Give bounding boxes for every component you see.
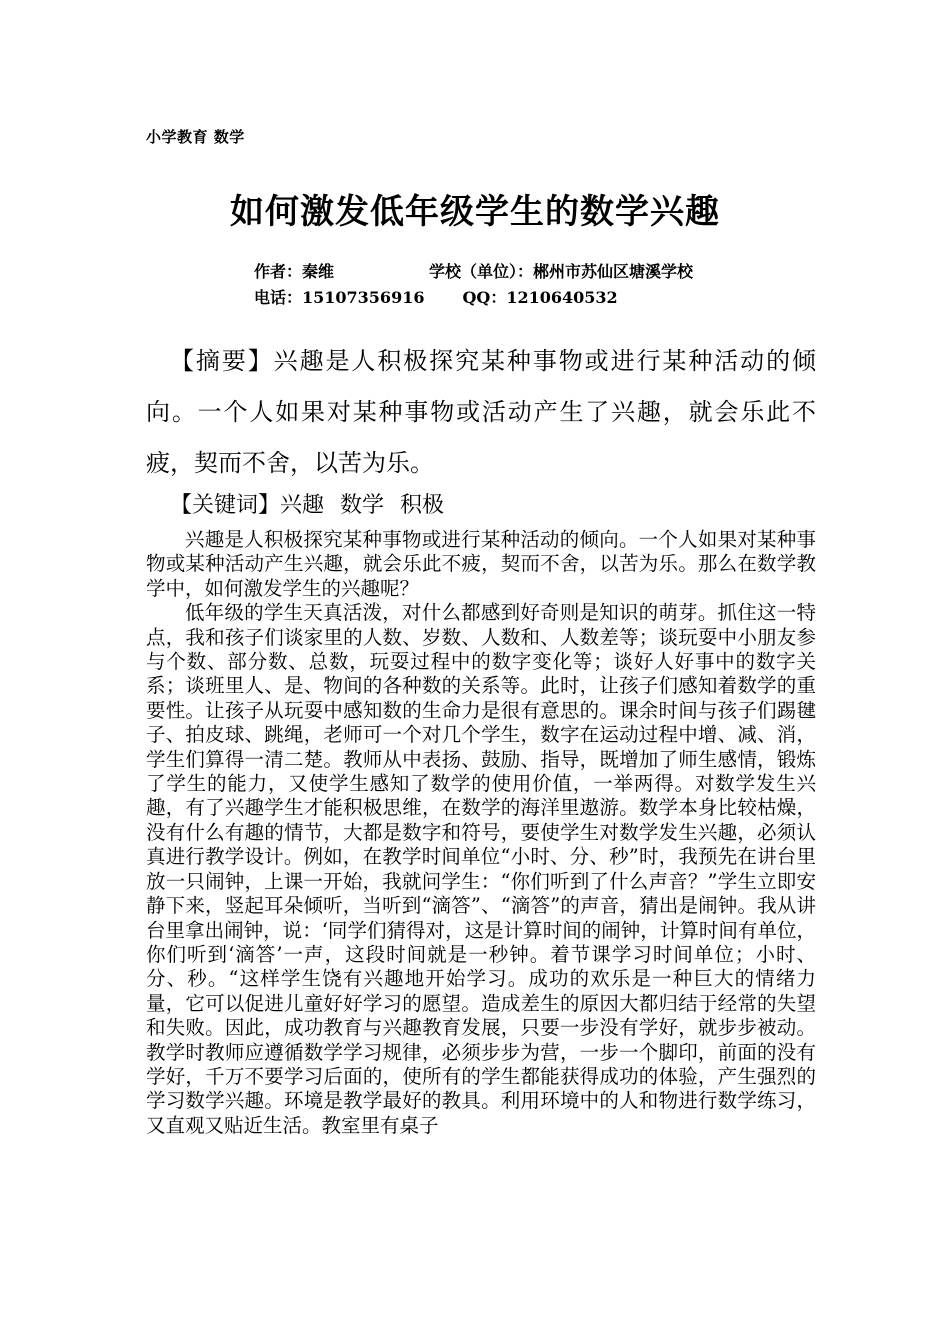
keyword-active: 积极 [400, 493, 445, 518]
body-paragraph-2: 低年级的学生天真活泼，对什么都感到好奇则是知识的萌芽。抓住这一特点，我和孩子们谈家里的人数、岁数、人数和、人数差等；谈玩耍中小朋友参与个数、部分数、总数，玩耍过程中的数字变化等；谈好人好事中的数字关系；谈班里人、是、物间的各种数的关系等。此时，让孩子们感知着数学的重要性。让孩子从玩耍中感知数的生命力是很有意思的。课余时间与孩子们踢毽子、拍皮球、跳绳，老师可一个对几个学生，数字在运动过程中增、减、消，学生们算得一清二楚。教师从中表扬、鼓励、指导，既增加了师生感情，锻炼了学生的能力，又使学生感知了数学的使用价值，一举两得。对数学发生兴趣，有了兴趣学生才能积极思维，在数学的海洋里遨游。数学本身比较枯燥，没有什么有趣的情节，大都是数字和符号，要使学生对数学发生兴趣，必须认真进行教学设计。例如，在教学时间单位“小时、分、秒”时，我预先在讲台里放一只闹钟，上课一开始，我就问学生：“你们听到了什么声音？”学生立即安静下来，竖起耳朵倾听，当听到“滴答”、“滴答”的声音，猜出是闹钟。我从讲台里拿出闹钟，说：‘同学们猜得对，这是计算时间的闹钟，计算时间有单位，你们听到‘滴答’一声，这段时间就是一秒钟。着节课学习时间单位；小时、分、秒。“这样学生饶有兴趣地开始学习。成功的欢乐是一种巨大的情绪力量，它可以促进儿童好好学习的愿望。造成差生的原因大都归结于经常的失望和失败。因此，成功教育与兴趣教育发展，只要一步没有学好，就步步被动。教学时教师应遵循数学学习规律，必须步步为营，一步一个脚印，前面的没有学好，千万不要学习后面的，使所有的学生都能获得成功的体验，产生强烈的学习数学兴趣。环境是教学最好的教具。利用环境中的人和物进行数学练习，又直观又贴近生活。教室里有桌子 [146, 601, 816, 1137]
body-text [146, 528, 816, 1138]
abstract-paragraph: 【摘要】兴趣是人积极探究某种事物或进行某种活动的倾向。一个人如果对某种事物或活动产生了兴趣，就会乐此不疲，契而不舍，以苦为乐。 [146, 347, 816, 477]
keywords-label: 【关键词】兴趣 [170, 493, 325, 518]
author-info-row [254, 259, 693, 282]
category-label: 小学教育 数学 [146, 128, 245, 146]
keyword-math: 数学 [340, 493, 385, 518]
keywords-line [170, 488, 444, 519]
school-name: 学校（单位）：郴州市苏仙区塘溪学校 [429, 262, 694, 281]
qq-number: QQ：1210640532 [462, 288, 618, 307]
contact-info-row [254, 285, 618, 308]
body-paragraph-1: 兴趣是人积极探究某种事物或进行某种活动的倾向。一个人如果对某种事物或某种活动产生兴趣，就会乐此不疲，契而不舍，以苦为乐。那么在数学教学中，如何激发学生的兴趣呢？ [146, 528, 816, 600]
document-title: 如何激发低年级学生的数学兴趣 [230, 192, 720, 232]
author-name: 作者：秦维 [254, 262, 335, 281]
phone-number: 电话：15107356916 [254, 288, 425, 307]
